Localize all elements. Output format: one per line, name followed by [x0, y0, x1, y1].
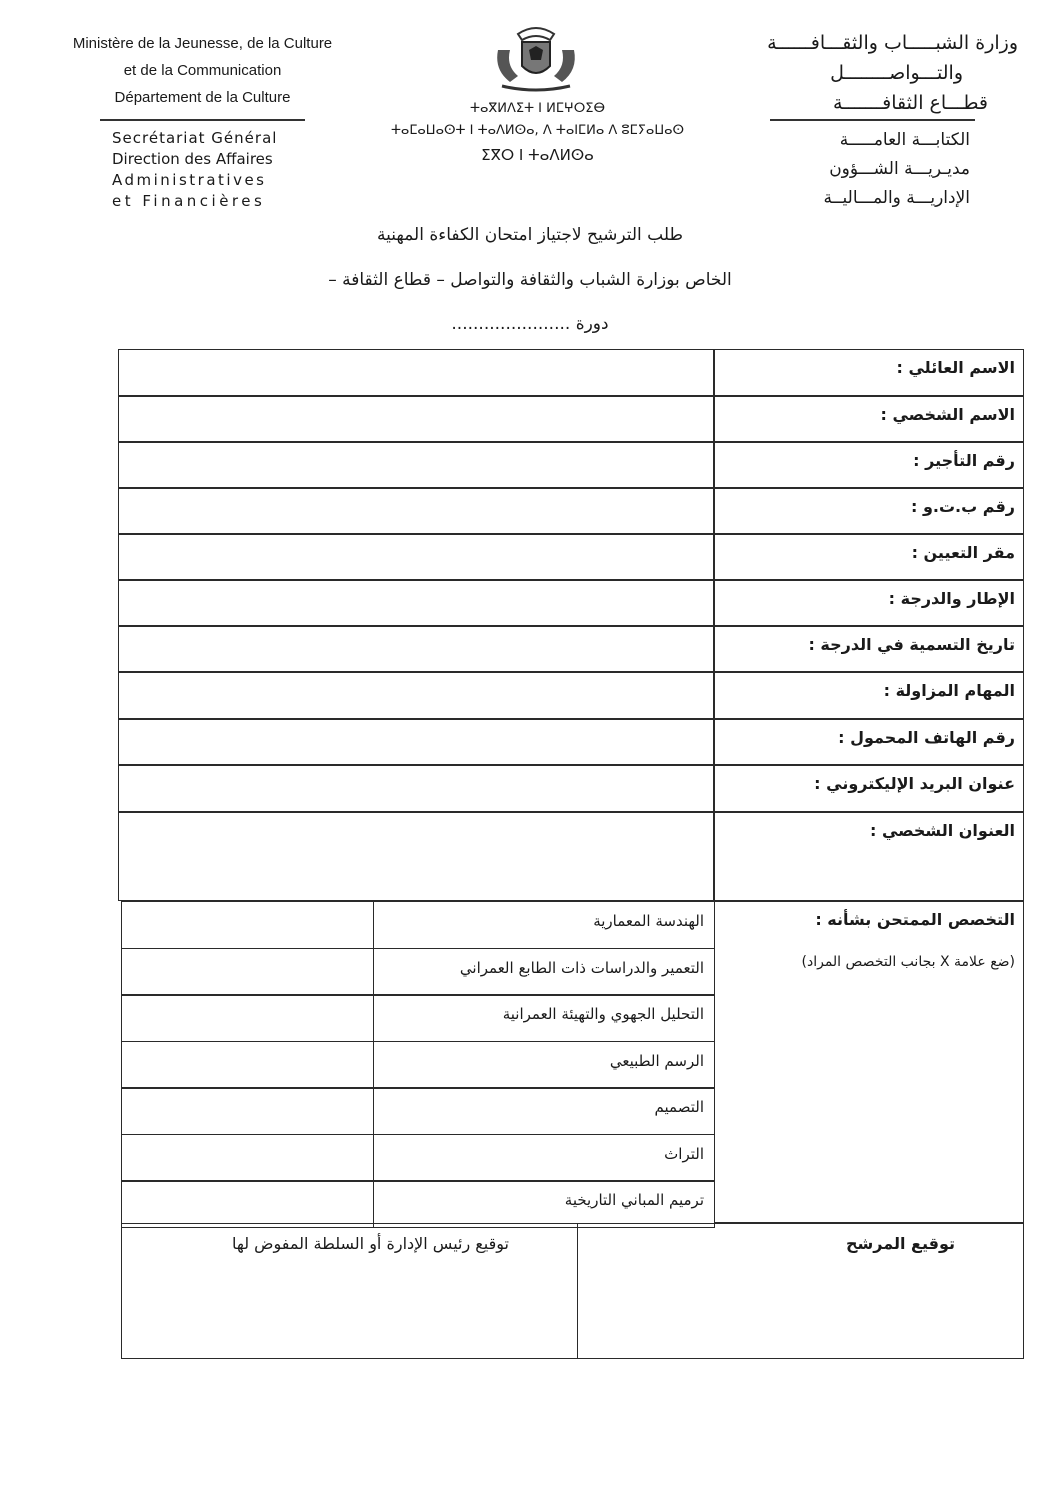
field-label-cell: [713, 349, 1024, 396]
header-divider-fr: [100, 119, 305, 121]
specialty-option-cell: [373, 901, 715, 949]
direction-ar-2: الإداريـــة والمـــاليــة: [823, 188, 970, 208]
field-label-cell: [713, 719, 1024, 765]
field-label: المهام المزاولة :: [883, 681, 1015, 700]
specialty-checkbox-6[interactable]: [121, 1180, 374, 1228]
field-label: عنوان البريد الإليكتروني :: [814, 774, 1015, 793]
field-label-cell: [713, 488, 1024, 534]
specialty-option-label: التعمير والدراسات ذات الطابع العمراني: [459, 959, 704, 977]
secretariat-ar: الكتابـــة العامـــــة: [839, 130, 970, 150]
specialty-option-cell: [373, 948, 715, 996]
specialty-option-label: التراث: [664, 1145, 704, 1163]
field-label: رقم التأجير :: [913, 451, 1015, 470]
specialty-label-cell: [714, 901, 1024, 1223]
specialty-checkbox-2[interactable]: [121, 994, 374, 1042]
field-input-5[interactable]: [118, 580, 715, 626]
form-title: طلب الترشيح لاجتياز امتحان الكفاءة المهنية: [377, 225, 683, 245]
field-input-9[interactable]: [118, 765, 715, 812]
authority-signature-box[interactable]: [121, 1223, 578, 1359]
specialty-note: (ضع علامة X بجانب التخصص المراد): [801, 954, 1015, 970]
field-input-6[interactable]: [118, 626, 715, 672]
header-divider-ar: [770, 119, 975, 121]
direction-ar-1: مديـريـــة الشـــؤون: [829, 159, 970, 179]
field-label-cell: [713, 580, 1024, 626]
specialty-option-label: التحليل الجهوي والتهيئة العمرانية: [502, 1005, 704, 1023]
field-label: مقر التعيين :: [911, 543, 1015, 562]
specialty-checkbox-3[interactable]: [121, 1041, 374, 1089]
specialty-checkbox-5[interactable]: [121, 1134, 374, 1182]
field-label: الإطار والدرجة :: [888, 589, 1015, 608]
ministry-name-ar-2: والتـــواصــــــــل: [830, 62, 963, 84]
candidate-signature-box[interactable]: [577, 1223, 1024, 1359]
field-label-cell: [713, 672, 1024, 719]
secretariat-fr: Secrétariat Général: [112, 129, 278, 147]
tifinagh-line-1: ⵜⴰⴳⵍⴷⵉⵜ ⵏ ⵍⵎⵖⵔⵉⴱ: [469, 101, 606, 116]
specialty-option-cell: [373, 1041, 715, 1089]
field-label: العنوان الشخصي :: [869, 821, 1015, 840]
field-label-cell: [713, 765, 1024, 812]
specialty-option-label: الهندسة المعمارية: [593, 912, 704, 930]
tifinagh-line-3: ⵉⴳⵔ ⵏ ⵜⴰⴷⵍⵙⴰ: [481, 146, 594, 164]
specialty-option-cell: [373, 1134, 715, 1182]
ministry-name-fr: Ministère de la Jeunesse, de la Culture: [72, 35, 333, 52]
specialty-option-label: الرسم الطبيعي: [609, 1052, 704, 1070]
field-label: رقم الهاتف المحمول :: [838, 728, 1015, 747]
direction-fr-3: et Financières: [112, 192, 266, 210]
field-input-4[interactable]: [118, 534, 715, 580]
session-line: دورة ......................: [451, 314, 609, 334]
field-input-8[interactable]: [118, 719, 715, 765]
specialty-option-cell: [373, 1180, 715, 1228]
authority-signature-label: توقيع رئيس الإدارة أو السلطة المفوض لها: [231, 1234, 509, 1253]
ministry-name-fr-2: et de la Communication: [123, 62, 282, 79]
coat-of-arms-emblem: [488, 20, 584, 94]
direction-fr-2: Administratives: [112, 171, 267, 189]
field-label-cell: [713, 812, 1024, 901]
specialty-checkbox-0[interactable]: [121, 901, 374, 949]
field-label-cell: [713, 626, 1024, 672]
field-label: الاسم الشخصي :: [880, 405, 1015, 424]
field-input-1[interactable]: [118, 396, 715, 442]
sector-name-ar: قطـــاع الثقافـــــــة: [833, 92, 988, 114]
field-label-cell: [713, 396, 1024, 442]
field-input-7[interactable]: [118, 672, 715, 719]
form-subtitle: الخاص بوزارة الشباب والثقافة والتواصل – قطاع الثقافة –: [328, 270, 732, 290]
specialty-option-cell: [373, 1087, 715, 1135]
candidate-signature-label: توقيع المرشح: [846, 1234, 955, 1253]
field-label: تاريخ التسمية في الدرجة :: [808, 635, 1015, 654]
field-input-0[interactable]: [118, 349, 715, 396]
specialty-option-label: التصميم: [654, 1098, 704, 1116]
specialty-label: التخصص الممتحن بشأنه :: [815, 910, 1015, 929]
field-label-cell: [713, 534, 1024, 580]
field-input-2[interactable]: [118, 442, 715, 488]
field-label-cell: [713, 442, 1024, 488]
tifinagh-line-2: ⵜⴰⵎⴰⵡⴰⵙⵜ ⵏ ⵜⴰⴷⵍⵙⴰ, ⴷ ⵜⴰⵏⵎⵍⴰ ⴷ ⵓⵎⵢⴰⵡⴰⵙ: [390, 123, 685, 138]
field-input-10[interactable]: [118, 812, 715, 901]
department-name-fr: Département de la Culture: [114, 89, 291, 106]
field-label: الاسم العائلي :: [896, 358, 1015, 377]
specialty-option-label: ترميم المباني التاريخية: [564, 1191, 704, 1209]
specialty-checkbox-4[interactable]: [121, 1087, 374, 1135]
field-input-3[interactable]: [118, 488, 715, 534]
field-label: رقم ب.ت.و :: [910, 497, 1015, 516]
specialty-option-cell: [373, 994, 715, 1042]
specialty-checkbox-1[interactable]: [121, 948, 374, 996]
direction-fr-1: Direction des Affaires: [112, 150, 273, 168]
ministry-name-ar: وزارة الشبـــــاب والثقـــافــــــة: [767, 32, 1018, 54]
